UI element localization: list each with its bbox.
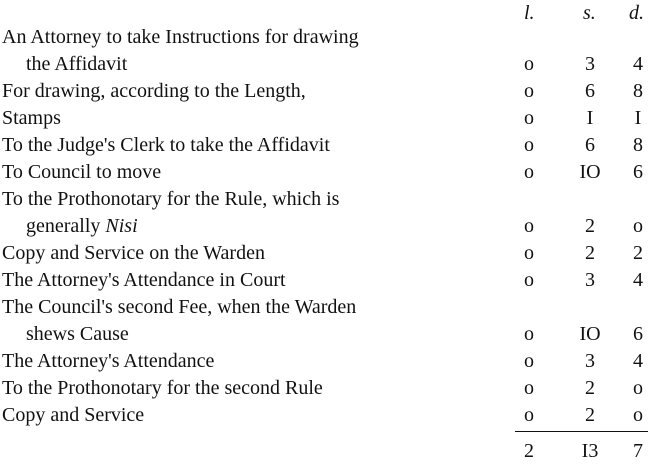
item-description: For drawing, according to the Length, xyxy=(2,80,306,102)
item-description: The Attorney's Attendance in Court xyxy=(2,269,286,291)
table-row xyxy=(0,348,648,375)
header-pounds: l. xyxy=(524,2,535,24)
shillings-value: 2 xyxy=(585,404,595,426)
item-description: To Council to move xyxy=(2,161,162,183)
item-description-text: generally xyxy=(26,215,101,237)
pounds-value: o xyxy=(524,107,534,129)
table-row xyxy=(0,267,648,294)
shillings-value: IO xyxy=(579,323,601,345)
shillings-value: 3 xyxy=(585,350,595,372)
item-description: To the Prothonotary for the Rule, which is xyxy=(2,188,340,210)
shillings-value: I xyxy=(586,107,594,129)
item-description-cont: shews Cause xyxy=(26,323,129,345)
table-row xyxy=(0,105,648,132)
table-row xyxy=(0,186,648,213)
item-description: An Attorney to take Instructions for drawing xyxy=(2,26,359,48)
table-row xyxy=(0,78,648,105)
total-pence: 7 xyxy=(633,440,643,462)
table-row xyxy=(0,240,648,267)
pence-value: 6 xyxy=(633,161,643,183)
item-description: Copy and Service xyxy=(2,404,145,426)
item-description: The Attorney's Attendance xyxy=(2,350,215,372)
pence-value: 2 xyxy=(633,242,643,264)
pence-value: o xyxy=(633,377,643,399)
item-description-cont xyxy=(26,213,138,240)
item-description: The Council's second Fee, when the Warden xyxy=(2,296,357,318)
item-description: Copy and Service on the Warden xyxy=(2,242,265,264)
table-row xyxy=(0,51,648,78)
item-description: Stamps xyxy=(2,107,61,129)
header-pence: d. xyxy=(629,2,644,24)
table-row xyxy=(0,321,648,348)
shillings-value: 3 xyxy=(585,269,595,291)
pounds-value: o xyxy=(524,161,534,183)
pence-value: 4 xyxy=(633,269,643,291)
pounds-value: o xyxy=(524,350,534,372)
pounds-value: o xyxy=(524,53,534,75)
item-description-cont: the Affidavit xyxy=(26,53,128,75)
shillings-value: 3 xyxy=(585,53,595,75)
pounds-value: o xyxy=(524,269,534,291)
shillings-value: 2 xyxy=(585,215,595,237)
pounds-value: o xyxy=(524,80,534,102)
shillings-value: IO xyxy=(579,161,601,183)
pounds-value: o xyxy=(524,404,534,426)
header-shillings: s. xyxy=(583,2,596,24)
item-description: To the Prothonotary for the second Rule xyxy=(2,377,323,399)
pounds-value: o xyxy=(524,134,534,156)
shillings-value: 2 xyxy=(585,377,595,399)
total-pounds: 2 xyxy=(524,440,534,462)
shillings-value: 6 xyxy=(585,80,595,102)
pence-value: o xyxy=(633,215,643,237)
table-row xyxy=(0,213,648,240)
pence-value: 6 xyxy=(633,323,643,345)
shillings-value: 6 xyxy=(585,134,595,156)
pence-value: I xyxy=(634,107,642,129)
total-row xyxy=(0,438,648,465)
item-description: To the Judge's Clerk to take the Affidavit xyxy=(2,134,330,156)
pence-value: 8 xyxy=(633,80,643,102)
table-row xyxy=(0,402,648,429)
total-rule xyxy=(515,431,648,432)
table-row xyxy=(0,132,648,159)
pounds-value: o xyxy=(524,377,534,399)
total-shillings: I3 xyxy=(581,440,599,462)
table-row xyxy=(0,375,648,402)
pence-value: 8 xyxy=(633,134,643,156)
pounds-value: o xyxy=(524,323,534,345)
pence-value: o xyxy=(633,404,643,426)
pence-value: 4 xyxy=(633,53,643,75)
italic-term: Nisi xyxy=(105,215,138,237)
pounds-value: o xyxy=(524,242,534,264)
table-row xyxy=(0,24,648,51)
table-row xyxy=(0,159,648,186)
table-row xyxy=(0,294,648,321)
shillings-value: 2 xyxy=(585,242,595,264)
pounds-value: o xyxy=(524,215,534,237)
pence-value: 4 xyxy=(633,350,643,372)
